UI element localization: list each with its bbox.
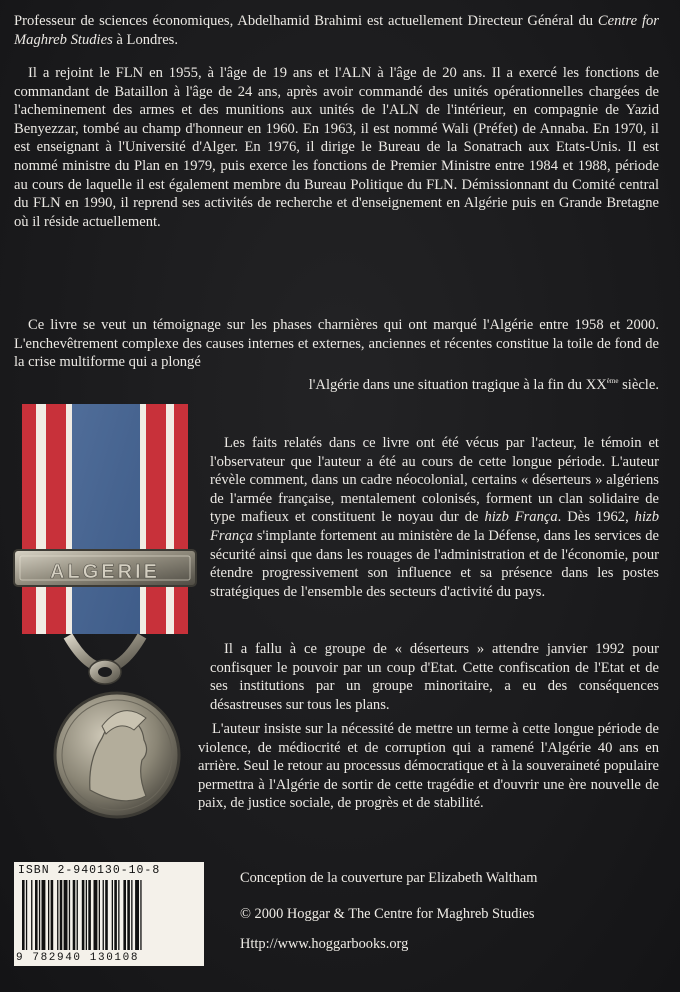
summary-paragraph-4	[198, 720, 659, 813]
clasp-text: ALGERIE	[50, 561, 160, 583]
barcode-bar	[22, 880, 25, 950]
barcode-bar	[39, 880, 40, 950]
summary-p4-text: L'auteur insiste sur la nécessité de mettre un terme à cette longue période de violence, de médiocrité et de corruption qui a ramené l'Algérie 40 ans en arrière. Seul le retour au processus démocratique et à la souveraineté populaire permettra à l'Algérie de sortir de cette tragédie et d'ouvrir une ère nouvelle de paix, de justice sociale, de progrès et de stabilité.	[198, 721, 659, 812]
barcode-bar	[42, 880, 46, 950]
barcode-bar	[86, 880, 87, 950]
cover-design-credit: Conception de la couverture par Elizabeth Waltham	[240, 870, 538, 886]
medal-illustration	[10, 400, 200, 840]
barcode-bar	[118, 880, 119, 950]
barcode-bar	[131, 880, 132, 950]
isbn-barcode-block	[14, 862, 204, 966]
barcode-bar	[35, 880, 38, 950]
barcode-bar	[114, 880, 117, 950]
medal-suspension	[68, 636, 142, 684]
summary-p1-text: Ce livre se veut un témoignage sur les phases charnières qui ont marqué l'Algérie entre 1958 et 2000. L'enchevêtrement complexe des causes internes et externes, anciennes et récentes constitue la toile de fond de la crise multiforme qui a plongé	[14, 317, 659, 371]
publisher-url[interactable]: Http://www.hoggarbooks.org	[240, 936, 409, 952]
summary-paragraph-2	[210, 434, 659, 601]
medal-ribbon	[22, 404, 188, 634]
barcode-bar	[94, 880, 98, 950]
century-superscript: ème	[606, 376, 619, 385]
summary-p2-text-a: Les faits relatés dans ce livre ont été vécus par l'acteur, le témoin et l'observateur que l'auteur a été au cours de cette longue période. L'auteur révèle comment, dans un cadre néocolonial, certains « déserteurs » algériens de l'armée française, mentalement colonisés, forment un clan solidaire de type mafieux et constituent le noyau dur de	[210, 435, 659, 526]
hizb-franca-term: hizb França	[484, 509, 558, 526]
author-bio-intro	[14, 12, 659, 49]
barcode	[22, 880, 198, 952]
barcode-bar	[31, 880, 32, 950]
copyright-notice: © 2000 Hoggar & The Centre for Maghreb Studies	[240, 906, 535, 922]
summary-p1-last-line	[14, 372, 659, 394]
summary-p1-last-text: l'Algérie dans une situation tragique à la fin du XX	[308, 376, 607, 393]
barcode-bar	[123, 880, 126, 950]
centre-name: Centre for Maghreb Studies	[14, 13, 659, 48]
barcode-bar	[51, 880, 54, 950]
barcode-bar	[105, 880, 108, 950]
barcode-bar	[26, 880, 27, 950]
barcode-bar	[127, 880, 130, 950]
barcode-bar	[103, 880, 104, 950]
summary-p2-text-b: . Dès 1962,	[557, 509, 635, 526]
barcode-bar	[69, 880, 70, 950]
barcode-bar	[48, 880, 49, 950]
barcode-bar	[73, 880, 76, 950]
barcode-bar	[82, 880, 85, 950]
barcode-bar	[99, 880, 100, 950]
summary-p1-end: siècle.	[618, 376, 659, 393]
barcode-bar	[135, 880, 139, 950]
bio-career-text: Il a rejoint le FLN en 1955, à l'âge de 19 ans et l'ALN à l'âge de 20 ans. Il a exercé les fonctions de commandant de Bataillon à l'âge de 24 ans, après avoir commandé des unités opérationnelles chargées de l'acheminement des armes et des munitions aux unités de l'ALN de l'intérieur, en compagnie de Yazid Benyezzar, tombé au champ d'honneur en 1960. En 1963, il est nommé Wali (Préfet) de Annaba. En 1970, il est enseignant à l'Université d'Alger. En 1976, il dirige le Bureau de la Sonatrach aux Etats-Unis. Il est nommé ministre du Plan en 1979, puis exerce les fonctions de Premier Ministre entre 1984 et 1988, période au cours de laquelle il est également membre du Bureau Politique du FLN. Démissionnant du Comité central du FLN en 1990, il reprend ses activités de recherche et d'enseignement en Algérie puis en Grande Bretagne où il réside actuellement.	[14, 65, 659, 230]
isbn-label: ISBN 2-940130-10-8	[18, 864, 161, 877]
author-bio-career	[14, 64, 659, 231]
summary-p2-text-c: s'implante fortement au ministère de la Défense, dans les services de sécurité ainsi que dans les rouages de l'administration et de l'économie, pour étendre progressivement son influence et sa présence dans les postes stratégiques de l'ensemble des secteurs d'activité du pays.	[210, 527, 659, 600]
barcode-bar	[112, 880, 113, 950]
hizb-franca-term: hizb França	[210, 509, 659, 544]
medal-disc	[55, 693, 179, 817]
barcode-digits: 9 782940 130108	[16, 952, 140, 964]
medal-clasp	[14, 550, 196, 586]
summary-paragraph-1	[14, 316, 659, 394]
barcode-bar	[77, 880, 78, 950]
summary-p3-text: Il a fallu à ce groupe de « déserteurs » attendre janvier 1992 pour confisquer le pouvoir par un coup d'Etat. Cette confiscation de l'Etat et de ses institutions par un groupe minoritaire, a eu des conséquences désastreuses sur tous les plans.	[210, 641, 659, 713]
barcode-bar	[88, 880, 91, 950]
barcode-bar	[140, 880, 141, 950]
summary-paragraph-3	[210, 640, 659, 714]
barcode-bar	[64, 880, 68, 950]
bio-intro-end: à Londres.	[112, 31, 179, 48]
bio-intro-text: Professeur de sciences économiques, Abdelhamid Brahimi est actuellement Directeur Général du	[14, 13, 598, 29]
barcode-bar	[60, 880, 63, 950]
barcode-bar	[57, 880, 58, 950]
